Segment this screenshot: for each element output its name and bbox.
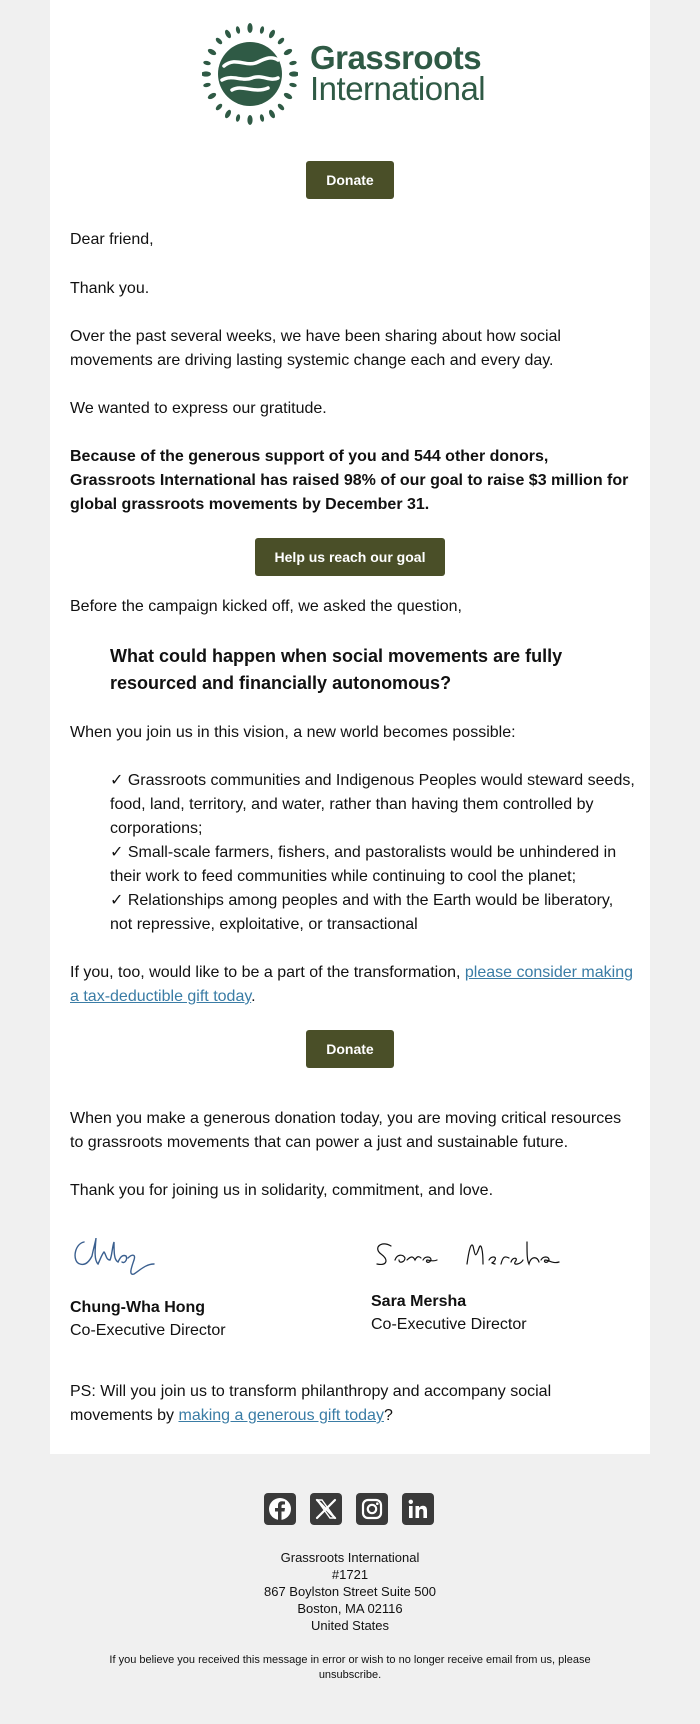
generous-gift-link[interactable]: making a generous gift today bbox=[178, 1407, 384, 1424]
email-card bbox=[50, 0, 650, 1454]
brand-name-line2: International bbox=[310, 70, 486, 107]
reach-goal-button[interactable]: Help us reach our goal bbox=[255, 538, 445, 576]
signature-sara-mersha bbox=[371, 1230, 571, 1276]
facebook-icon[interactable] bbox=[264, 1493, 296, 1525]
transformation-text: If you, too, would like to be a part of the transformation, bbox=[70, 964, 465, 981]
postscript bbox=[70, 1380, 635, 1428]
sun-hands-icon bbox=[202, 22, 298, 126]
list-item: ✓ Grassroots communities and Indigenous Peoples would steward seeds, food, land, territory, and water, rather than having them controlled by corporations; bbox=[110, 772, 635, 837]
signer-title-1: Co-Executive Director bbox=[70, 1322, 226, 1339]
social-links bbox=[264, 1493, 434, 1525]
footer-number: #1721 bbox=[331, 1567, 369, 1582]
paragraph-intro: Over the past several weeks, we have been sharing about how social movements are driving lasting systemic change each and every day. bbox=[70, 328, 561, 369]
footer-city: Boston, MA 02116 bbox=[297, 1601, 403, 1616]
signature-block-2 bbox=[371, 1230, 631, 1337]
signer-name-2: Sara Mersha bbox=[371, 1293, 467, 1310]
list-item: ✓ Small-scale farmers, fishers, and pastoralists would be unhindered in their work to feed communities while continuing to cool the planet; bbox=[110, 844, 617, 885]
x-icon[interactable] bbox=[310, 1493, 342, 1525]
paragraph-gratitude: We wanted to express our gratitude. bbox=[70, 400, 327, 417]
signature-chung-wha-hong bbox=[70, 1230, 160, 1282]
thanks-line: Thank you. bbox=[70, 280, 150, 297]
paragraph-goal: Because of the generous support of you and 544 other donors, Grassroots International has raised 98% of our goal to raise $3 million for global grassroots movements by December 31. bbox=[70, 448, 629, 513]
postscript-question: ? bbox=[383, 1407, 393, 1424]
donate-button-top[interactable]: Donate bbox=[306, 161, 394, 199]
footer-country: United States bbox=[310, 1618, 390, 1633]
brand-wordmark bbox=[310, 39, 486, 107]
footer-legal: If you believe you received this message in error or wish to no longer receive email from us, please unsubscribe. bbox=[109, 1654, 591, 1681]
instagram-icon[interactable] bbox=[356, 1493, 388, 1525]
tax-deductible-gift-link[interactable]: please consider making a tax-deductible gift today bbox=[70, 964, 633, 1005]
postscript-text: PS: Will you join us to transform philanthropy and accompany social movements by bbox=[70, 1383, 552, 1424]
vision-list bbox=[110, 769, 635, 937]
paragraph-solidarity: Thank you for joining us in solidarity, commitment, and love. bbox=[70, 1182, 494, 1199]
signer-title-2: Co-Executive Director bbox=[371, 1316, 527, 1333]
paragraph-vision: When you join us in this vision, a new world becomes possible: bbox=[70, 724, 516, 741]
footer-address bbox=[0, 1549, 700, 1634]
list-item: ✓ Relationships among peoples and with the Earth would be liberatory, not repressive, exploitative, or transactional bbox=[110, 892, 614, 933]
signature-block-1 bbox=[70, 1230, 310, 1343]
linkedin-icon[interactable] bbox=[402, 1493, 434, 1525]
transformation-period: . bbox=[251, 988, 256, 1005]
paragraph-question-intro: Before the campaign kicked off, we asked the question, bbox=[70, 598, 462, 615]
signer-name-1: Chung-Wha Hong bbox=[70, 1299, 206, 1316]
paragraph-transformation bbox=[70, 961, 635, 1009]
footer-org: Grassroots International bbox=[280, 1550, 420, 1565]
brand-logo[interactable] bbox=[202, 22, 502, 126]
donate-button-mid[interactable]: Donate bbox=[306, 1030, 394, 1068]
brand-name-line1: Grassroots bbox=[310, 39, 482, 76]
footer-street: 867 Boylston Street Suite 500 bbox=[263, 1584, 436, 1599]
pull-quote: What could happen when social movements are fully resourced and financially autonomous? bbox=[110, 646, 563, 693]
paragraph-donation: When you make a generous donation today, you are moving critical resources to grassroots movements that can power a just and sustainable future. bbox=[70, 1110, 622, 1151]
greeting: Dear friend, bbox=[70, 231, 154, 248]
